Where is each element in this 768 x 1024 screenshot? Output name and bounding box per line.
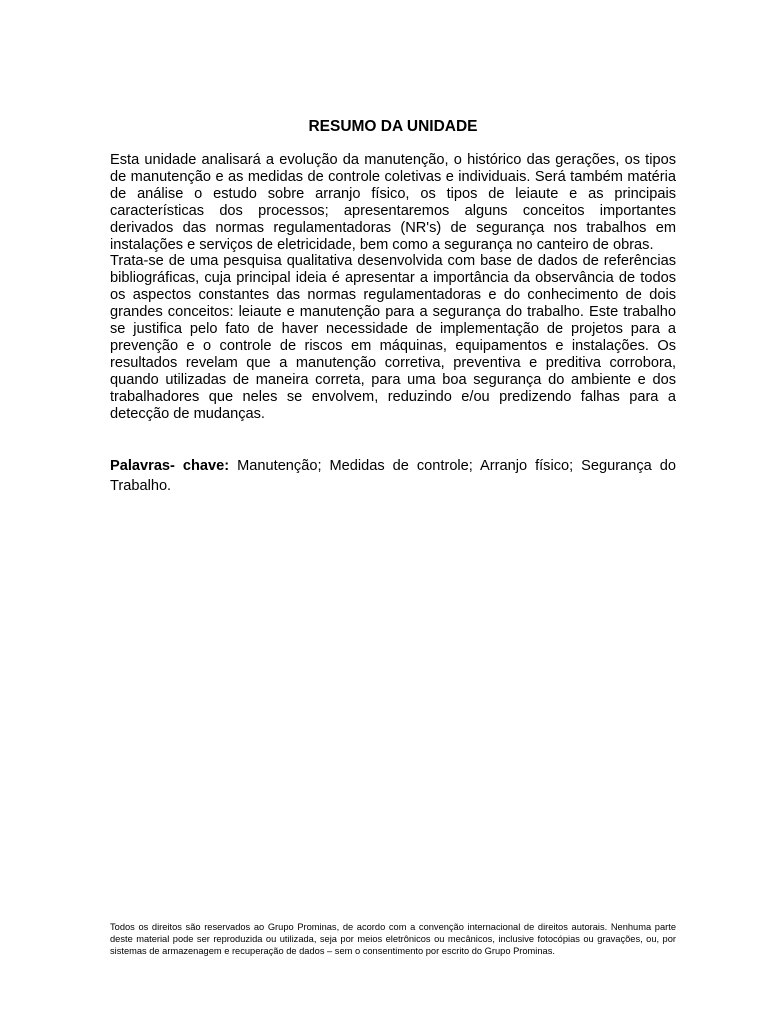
keywords-label: Palavras- chave: [110,458,230,474]
abstract-paragraph-2: Trata-se de uma pesquisa qualitativa desenvolvida com base de dados de referências bibliográficas, cuja principal ideia é apresentar a importância da observância de todos os aspectos constantes das normas regulamentadoras e do conhecimento de dois grandes conceitos: leiaute e manutenção para a segurança do trabalho. Este trabalho se justifica pelo fato de haver necessidade de implementação de projetos para a prevenção e o controle de riscos em máquinas, equipamentos e instalações. Os resultados revelam que a manutenção corretiva, preventiva e preditiva corrobora, quando utilizadas de maneira correta, para uma boa segurança do ambiente e dos trabalhadores que neles se envolvem, reduzindo e/ou predizendo falhas para a detecção de mudanças. [110,253,676,422]
keywords-text: Manutenção; Medidas de controle; Arranjo físico; Segurança do Trabalho. [110,458,676,494]
keywords-section [110,456,676,496]
copyright-footer: Todos os direitos são reservados ao Grupo Prominas, de acordo com a convenção internacional de direitos autorais. Nenhuma parte deste material pode ser reproduzida ou utilizada, seja por meios eletrônicos ou mecânicos, inclusive fotocópias ou gravações, ou, por sistemas de armazenagem e recuperação de dados – sem o consentimento por escrito do Grupo Prominas. [110,922,676,957]
abstract-body [110,152,676,423]
page-title: RESUMO DA UNIDADE [308,118,478,135]
abstract-paragraph-1: Esta unidade analisará a evolução da manutenção, o histórico das gerações, os tipos de manutenção e as medidas de controle coletivas e individuais. Será também matéria de análise o estudo sobre arranjo físico, os tipos de leiaute e as principais características dos processos; apresentaremos alguns conceitos importantes derivados das normas regulamentadoras (NR's) de segurança nos trabalhos em instalações e serviços de eletricidade, bem como a segurança no canteiro de obras. [110,152,676,253]
